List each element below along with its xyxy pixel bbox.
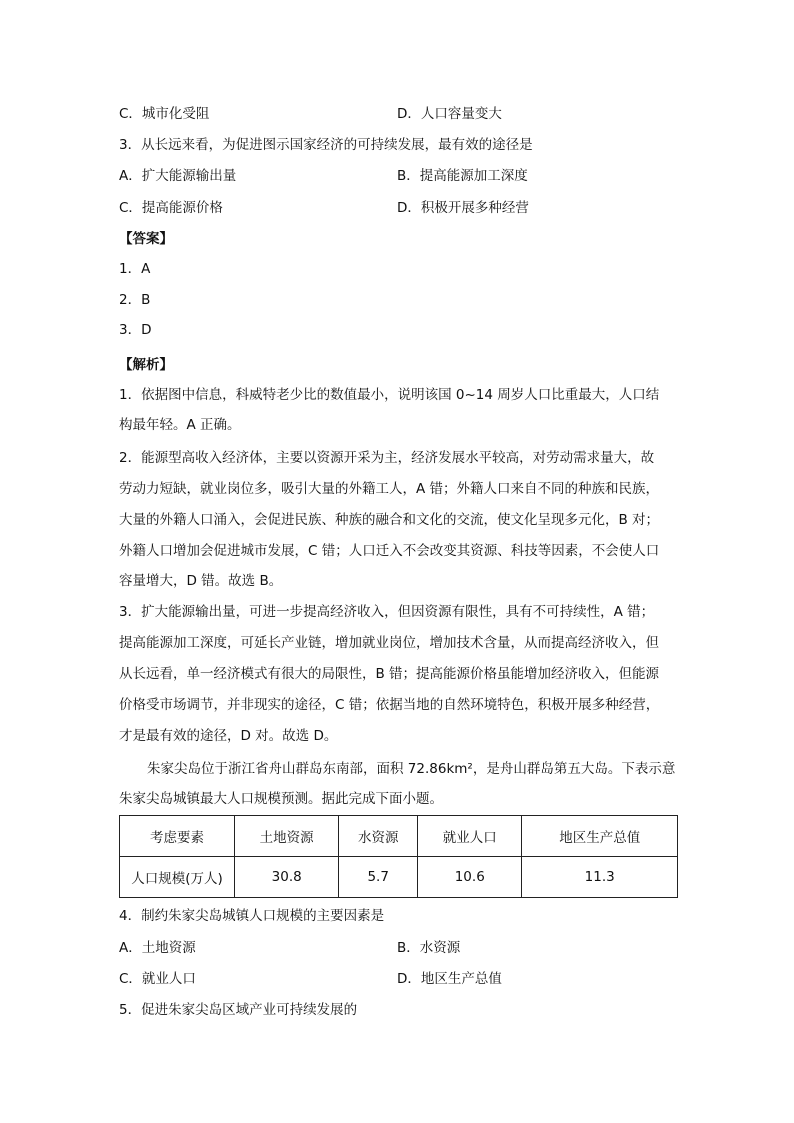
analysis-line: 从长远看，单一经济模式有很大的局限性，B 错；提高能源价格虽能增加经济收入，但能源 [119,666,660,682]
analysis-line: 大量的外籍人口涌入，会促进民族、种族的融合和文化的交流，使文化呈现多元化，B 对； [119,512,660,528]
analysis-line: 构最年轻。A 正确。 [119,417,241,433]
q3-stem: 3．从长远来看，为促进图示国家经济的可持续发展，最有效的途径是 [119,137,533,153]
population-table [119,815,678,898]
passage-line: 朱家尖岛城镇最大人口规模预测。据此完成下面小题。 [119,791,443,807]
table-cell: 5.7 [339,857,418,898]
q3-option-c: C．提高能源价格 [119,200,223,216]
analysis-line: 2．能源型高收入经济体，主要以资源开采为主，经济发展水平较高，对劳动需求量大，故 [119,450,655,466]
table-cell: 人口规模(万人) [120,857,235,898]
analysis-line: 1．依据图中信息，科威特老少比的数值最小，说明该国 0~14 周岁人口比重最大，人口结 [119,387,660,403]
q4-option-b: B．水资源 [397,940,461,956]
q4-stem: 4．制约朱家尖岛城镇人口规模的主要因素是 [119,908,385,924]
table-header-cell: 土地资源 [235,816,339,857]
analysis-line: 价格受市场调节，并非现实的途径，C 错；依据当地的自然环境特色，积极开展多种经营， [119,697,660,713]
analysis-line: 3．扩大能源输出量，可进一步提高经济收入，但因资源有限性，具有不可持续性，A 错； [119,604,655,620]
table-row [120,857,678,898]
passage-line: 朱家尖岛位于浙江省舟山群岛东南部，面积 72.86km²，是舟山群岛第五大岛。下表示意 [147,761,676,777]
q3-option-d: D．积极开展多种经营 [397,200,529,216]
table-cell: 10.6 [418,857,522,898]
q2-option-c: C．城市化受阻 [119,106,210,122]
table-header-cell: 水资源 [339,816,418,857]
table-header-cell: 考虑要素 [120,816,235,857]
answer-header: 【答案】 [119,231,173,247]
analysis-header: 【解析】 [119,357,173,373]
answer-item-3: 3．D [119,322,152,338]
answer-item-1: 1．A [119,261,151,277]
q5-stem: 5．促进朱家尖岛区域产业可持续发展的 [119,1002,358,1018]
analysis-line: 才是最有效的途径，D 对。故选 D。 [119,728,338,744]
table-cell: 30.8 [235,857,339,898]
q4-option-c: C．就业人口 [119,971,196,987]
q4-option-d: D．地区生产总值 [397,971,502,987]
table-cell: 11.3 [522,857,678,898]
analysis-line: 劳动力短缺，就业岗位多，吸引大量的外籍工人，A 错；外籍人口来自不同的种族和民族， [119,481,660,497]
analysis-line: 提高能源加工深度，可延长产业链，增加就业岗位，增加技术含量，从而提高经济收入，但 [119,635,659,651]
analysis-line: 容量增大，D 错。故选 B。 [119,573,283,589]
q3-option-b: B．提高能源加工深度 [397,168,528,184]
table-header-cell: 就业人口 [418,816,522,857]
table-header-cell: 地区生产总值 [522,816,678,857]
q3-option-a: A．扩大能源输出量 [119,168,237,184]
q2-option-d: D．人口容量变大 [397,106,502,122]
analysis-line: 外籍人口增加会促进城市发展，C 错；人口迁入不会改变其资源、科技等因素，不会使人口 [119,543,660,559]
answer-item-2: 2．B [119,292,151,308]
q4-option-a: A．土地资源 [119,940,196,956]
table-header-row [120,816,678,857]
